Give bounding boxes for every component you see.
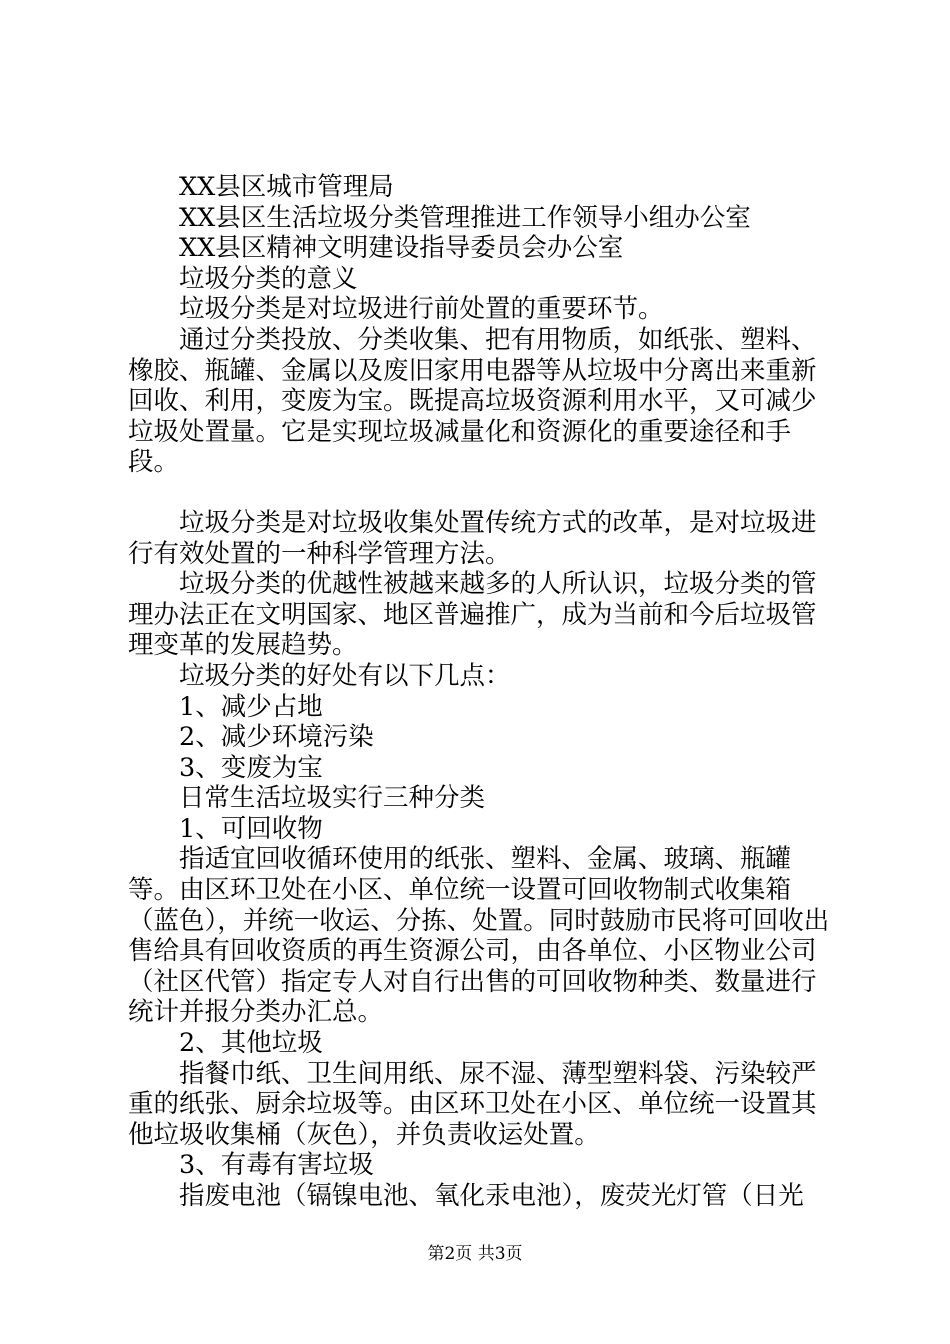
paragraph-dept-waste-sorting-office: XX县区生活垃圾分类管理推进工作领导小组办公室 [179, 202, 751, 233]
heading-recyclables: 1、可回收物 [179, 813, 323, 844]
heading-benefits: 垃圾分类的好处有以下几点： [179, 660, 511, 691]
list-item-benefit-2: 2、减少环境污染 [179, 722, 374, 753]
paragraph-other-waste: 指餐巾纸、卫生间用纸、尿不湿、薄型塑料袋、污染较严重的纸张、厨余垃圾等。由区环卫处在小区、单位统一设置其他垃圾收集桶（灰色），并负责收运处置。 [128, 1058, 817, 1150]
page-footer [0, 1244, 950, 1264]
heading-hazardous-waste: 3、有毒有害垃圾 [179, 1150, 374, 1181]
paragraph-advantages: 垃圾分类的优越性被越来越多的人所认识，垃圾分类的管理办法正在文明国家、地区普遍推广，成为当前和今后垃圾管理变革的发展趋势。 [128, 569, 817, 661]
paragraph-hazardous-waste: 指废电池（镉镍电池、氧化汞电池），废荧光灯管（日光 [179, 1181, 804, 1211]
paragraph-pretreatment: 垃圾分类是对垃圾进行前处置的重要环节。 [179, 294, 664, 325]
paragraph-reform: 垃圾分类是对垃圾收集处置传统方式的改革，是对垃圾进行有效处置的一种科学管理方法。 [128, 507, 817, 569]
paragraph-dept-urban-management: XX县区城市管理局 [179, 172, 394, 202]
paragraph-sorting-method: 通过分类投放、分类收集、把有用物质，如纸张、塑料、橡胶、瓶罐、金属以及废旧家用电器等从垃圾中分离出来重新回收、利用，变废为宝。既提高垃圾资源利用水平，又可减少垃圾处置量。它是实现垃圾减量化和资源化的重要途径和手段。 [128, 324, 817, 478]
document-body [128, 172, 832, 1212]
list-item-benefit-3: 3、变废为宝 [179, 752, 323, 783]
paragraph-dept-civilization-office: XX县区精神文明建设指导委员会办公室 [179, 233, 624, 264]
page-number: 第2页 共3页 [427, 1244, 523, 1264]
heading-other-waste: 2、其他垃圾 [179, 1028, 323, 1059]
list-item-benefit-1: 1、减少占地 [179, 691, 323, 722]
heading-waste-sorting-significance: 垃圾分类的意义 [179, 263, 358, 294]
paragraph-recyclables: 指适宜回收循环使用的纸张、塑料、金属、玻璃、瓶罐等。由区环卫处在小区、单位统一设置可回收物制式收集箱（蓝色），并统一收运、分拣、处置。同时鼓励市民将可回收出售给具有回收资质的再生资源公司，由各单位、小区物业公司（社区代管）指定专人对自行出售的可回收物种类、数量进行统计并报分类办汇总。 [128, 844, 830, 1028]
heading-three-categories: 日常生活垃圾实行三种分类 [179, 783, 486, 814]
